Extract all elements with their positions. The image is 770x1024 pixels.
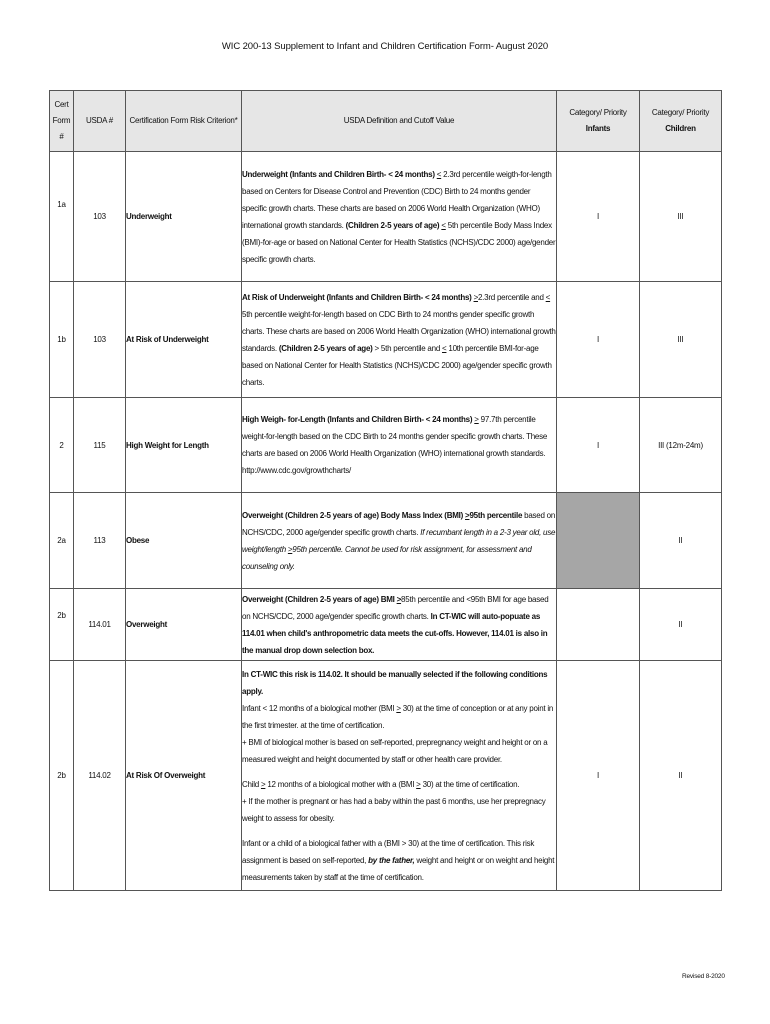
criterion-cell: At Risk of Underweight (126, 282, 242, 398)
usda-cell: 103 (74, 282, 126, 398)
definition-paragraph (242, 835, 556, 886)
category-infants-cell: I (557, 661, 640, 891)
table-row (50, 493, 722, 589)
category-children-cell: III (12m-24m) (640, 398, 722, 493)
category-children-cell: III (640, 152, 722, 282)
definition-cell (242, 493, 557, 589)
definition-text: 12 months of a biological mother with a (BMI (265, 779, 417, 789)
definition-text: 30) at the time of certification. (420, 779, 520, 789)
cert-form-cell: 1a (50, 152, 74, 282)
category-infants-cell: I (557, 282, 640, 398)
definition-text: Child (242, 779, 261, 789)
criterion-cell: Obese (126, 493, 242, 589)
category-infants-cell-shaded (557, 493, 640, 589)
header-category-children-line2: Children (665, 124, 696, 133)
header-cert-form-line1: Cert (54, 100, 69, 109)
symbol: > (416, 779, 421, 789)
header-category-children-line1: Category/ Priority (651, 108, 710, 117)
definition-bold: 95th percentile (469, 510, 523, 520)
definition-text: weight and height or on weight and height measurements taken by staff at the time of certification. (242, 855, 555, 882)
usda-cell: 114.01 (74, 589, 126, 661)
definition-cell (242, 152, 557, 282)
category-children-cell: II (640, 493, 722, 589)
symbol: < (442, 343, 447, 353)
usda-cell: 114.02 (74, 661, 126, 891)
symbol: > (396, 703, 401, 713)
definition-bold: (Children 2-5 years of age) (278, 343, 373, 353)
table-row (50, 282, 722, 398)
usda-cell: 103 (74, 152, 126, 282)
definition-text: based on NCHS/CDC, 2000 age/gender specific growth charts. (242, 510, 556, 537)
criterion-cell: Underweight (126, 152, 242, 282)
definition-cell (242, 589, 557, 661)
definition-text: > 5th percentile and (372, 343, 443, 353)
definition-bold: High Weigh- for-Length (Infants and Children Birth- < 24 months) (242, 415, 473, 424)
definition-text: 10th percentile BMI-for-age based on National Center for Health Statistics (NCHS)/CDC 2000) age/gender specific growth charts. (242, 343, 552, 387)
usda-cell: 115 (74, 398, 126, 493)
definition-paragraph (242, 700, 556, 734)
paragraph-gap (242, 768, 556, 776)
definition-text: 2.3rd percentile and (477, 292, 546, 302)
definition-bold: (Children 2-5 years of age) (345, 220, 440, 230)
revision-footer: Revised 8-2020 (682, 973, 725, 980)
category-infants-cell: I (557, 152, 640, 282)
definition-bold: Underweight (Infants and Children Birth- < 24 months) (242, 169, 435, 179)
header-cert-form (50, 91, 74, 152)
category-children-cell: III (640, 282, 722, 398)
definition-italic: If recumbant length in a 2-3 year old, use weight/length (242, 527, 556, 554)
category-infants-cell (557, 589, 640, 661)
definition-italic: 95th percentile. Cannot be used for risk assignment, for assessment and counseling only. (242, 544, 532, 571)
cert-form-cell: 2a (50, 493, 74, 589)
cert-form-cell: 2b (50, 589, 74, 661)
definition-text: 85th percentile and <95th BMI for age based on NCHS/CDC, 2000 age/gender specific growth charts. (242, 594, 549, 621)
definition-text: Infant or a child of a biological father with a (BMI > 30) at the time of certification. This risk assignment is based on self-reported, (242, 838, 535, 865)
header-criterion: Certification Form Risk Criterion* (126, 91, 242, 152)
definition-bold: In CT-WIC will auto-popuate as 114.01 when child's anthropometric data meets the cut-offs. However, 114.01 is also in the manual drop down selection box. (242, 611, 548, 655)
symbol: > (465, 510, 470, 520)
definition-paragraph (242, 776, 556, 793)
definition-paragraph: + BMI of biological mother is based on self-reported, prepregnancy weight and height or on a measured weight and height documented by staff or other health care provider. (242, 737, 548, 764)
definition-bold: Overweight (Children 2-5 years of age) BMI (242, 594, 397, 604)
definition-bold: In CT-WIC this risk is 114.02. It should be manually selected if the following conditions apply. (242, 669, 548, 696)
symbol: > (260, 779, 266, 789)
definition-bold: Overweight (Children 2-5 years of age) Body Mass Index (BMI) (242, 510, 466, 520)
header-category-children (640, 91, 722, 152)
symbol: > (473, 292, 478, 302)
definition-cell (242, 661, 557, 891)
definition-text: Infant < 12 months of a biological mother (BMI (242, 703, 397, 713)
usda-cell: 113 (74, 493, 126, 589)
header-cert-form-line3: # (59, 132, 64, 141)
symbol: < (441, 220, 446, 230)
table-row (50, 152, 722, 282)
definition-cell (242, 398, 557, 493)
definition-text: 30) at the time of conception or at any point in the first trimester. at the time of certification. (242, 703, 554, 730)
cert-form-cell: 1b (50, 282, 74, 398)
definition-paragraph: + If the mother is pregnant or has had a baby within the past 6 months, use her prepregnacy weight to assess for obesity. (242, 796, 546, 823)
header-definition: USDA Definition and Cutoff Value (242, 91, 557, 152)
symbol: > (396, 594, 402, 604)
category-infants-cell: I (557, 398, 640, 493)
definition-cell (242, 282, 557, 398)
definition-text: 2.3rd percentile weigth-for-length based on Centers for Disease Control and Prevention (CDC) Birth to 24 months gender specific growth charts. These charts are based on 2006 World Health Organization (WHO) international growth standards. (242, 169, 552, 230)
symbol: < (436, 169, 442, 179)
table-row (50, 398, 722, 493)
category-children-cell: II (640, 661, 722, 891)
header-category-infants-prefix: Category/ Priority (569, 108, 627, 117)
header-category-infants-bold: Infants (585, 124, 611, 133)
header-category-infants (557, 91, 640, 152)
table-row (50, 589, 722, 661)
criterion-cell: At Risk Of Overweight (126, 661, 242, 891)
criterion-cell: High Weight for Length (126, 398, 242, 493)
table-row (50, 661, 722, 891)
definition-text: 5th percentile Body Mass Index (BMI)-for-age or based on National Center for Health Statistics (NCHS)/CDC 2000) age/gender specific growth charts. (242, 220, 556, 264)
document-title: WIC 200-13 Supplement to Infant and Children Certification Form- August 2020 (221, 41, 549, 52)
risk-criteria-table (49, 90, 722, 891)
definition-bold: At Risk of Underweight (Infants and Children Birth- < 24 months) (242, 292, 472, 302)
header-cert-form-line2: Form (52, 116, 71, 125)
definition-text: 97.7th percentile weight-for-length based on the CDC Birth to 24 months gender specific growth charts. These charts are based on 2006 World Health Organization (WHO) international growth standards. http://www.cdc.gov/growthcharts/ (242, 415, 548, 475)
definition-text: 5th percentile weight-for-length based on CDC Birth to 24 months gender specific growth charts. These charts are based on 2006 World Health Organization (WHO) international growth standards. (242, 309, 556, 353)
paragraph-gap (242, 827, 556, 835)
criterion-cell: Overweight (126, 589, 242, 661)
header-row (50, 91, 722, 152)
symbol: > (474, 415, 479, 424)
cert-form-cell: 2 (50, 398, 74, 493)
definition-bold-italic: by the father, (368, 855, 415, 865)
header-usda: USDA # (74, 91, 126, 152)
cert-form-cell: 2b (50, 661, 74, 891)
symbol: > (287, 544, 293, 554)
symbol: < (545, 292, 551, 302)
category-children-cell: II (640, 589, 722, 661)
